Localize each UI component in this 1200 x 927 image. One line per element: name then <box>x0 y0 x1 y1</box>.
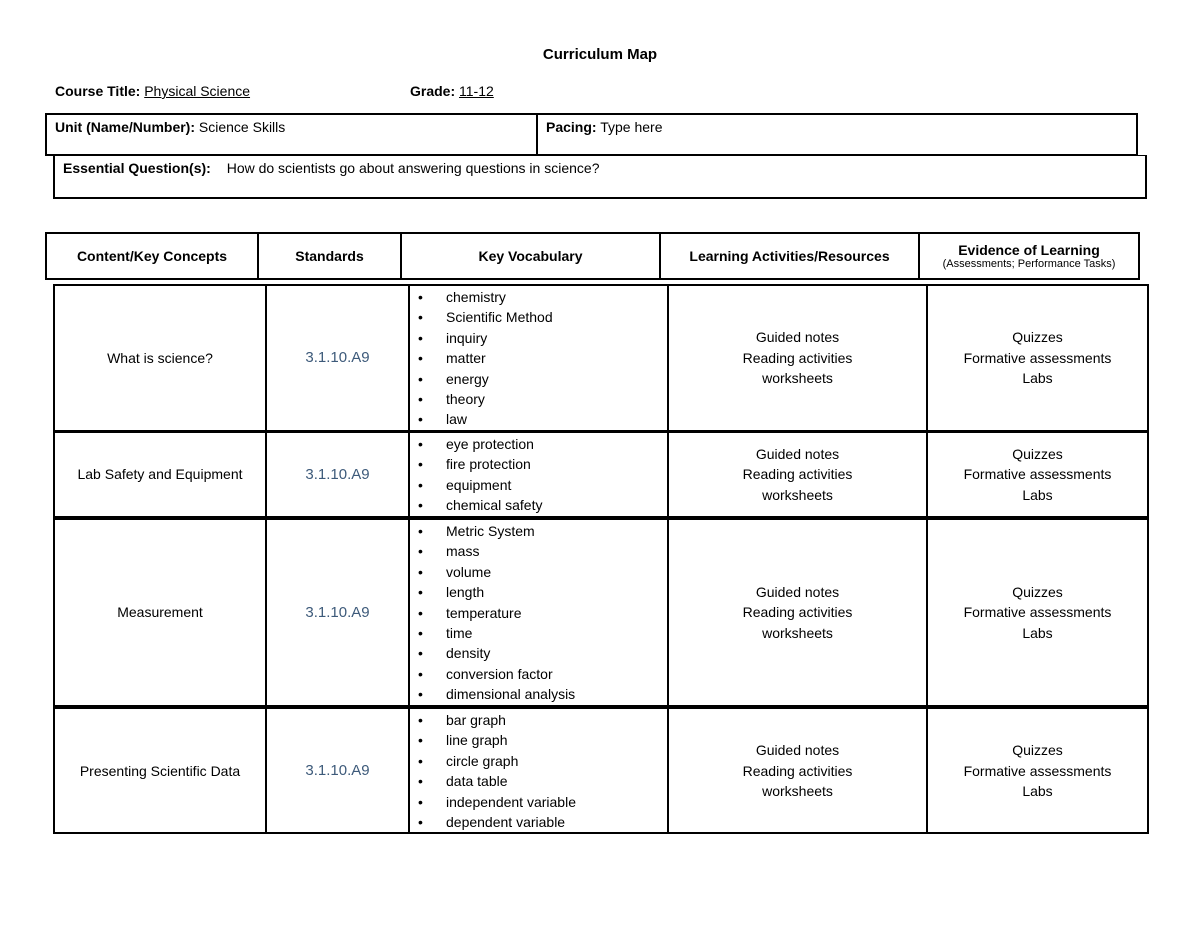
activity-item: Guided notes <box>755 445 840 462</box>
activity-item: worksheets <box>762 782 833 799</box>
unit-label: Unit (Name/Number): <box>55 119 196 135</box>
activity-item: Reading activities <box>742 466 853 483</box>
header-evidence-title: Evidence of Learning <box>958 242 1100 258</box>
pacing-label: Pacing: <box>546 119 597 135</box>
activity-item: worksheets <box>762 486 833 503</box>
vocab-item: • density <box>418 643 667 663</box>
vocab-item: • chemical safety <box>418 495 667 515</box>
vocab-item: • chemistry <box>418 287 667 307</box>
evidence-item: Quizzes <box>1012 329 1063 346</box>
vocab-item: • energy <box>418 369 667 389</box>
page-title: Curriculum Map <box>542 46 658 63</box>
evidence-item: Formative assessments <box>963 604 1112 621</box>
course-title <box>55 83 250 99</box>
vocab-item: • bar graph <box>418 710 667 730</box>
row-standard: 3.1.10.A9 <box>266 708 409 833</box>
header-vocabulary: Key Vocabulary <box>401 233 660 279</box>
grade-value[interactable]: 11-12 <box>459 83 494 99</box>
unit-value[interactable]: Science Skills <box>198 119 286 135</box>
row-activities <box>668 519 927 706</box>
grade <box>410 83 494 99</box>
vocab-item: • Metric System <box>418 521 667 541</box>
vocab-item: • length <box>418 582 667 602</box>
evidence-item: Labs <box>1022 486 1053 503</box>
pacing-value[interactable]: Type here <box>600 119 663 135</box>
vocab-item: • law <box>418 409 667 429</box>
vocab-item: • time <box>418 623 667 643</box>
vocab-item: • conversion factor <box>418 664 667 684</box>
evidence-item: Quizzes <box>1012 583 1063 600</box>
course-title-label: Course Title: <box>55 83 141 99</box>
grade-label: Grade: <box>410 83 456 99</box>
activity-item: worksheets <box>762 624 833 641</box>
row-vocabulary <box>409 708 668 833</box>
row-concept: Lab Safety and Equipment <box>54 432 266 517</box>
vocab-item: • volume <box>418 562 667 582</box>
row-evidence <box>927 708 1148 833</box>
row-concept: What is science? <box>54 285 266 431</box>
evidence-item: Quizzes <box>1012 445 1063 462</box>
activity-item: Guided notes <box>755 742 840 759</box>
essential-question-value[interactable]: How do scientists go about answering questions in science? <box>226 160 600 176</box>
header-activities: Learning Activities/Resources <box>660 233 919 279</box>
vocab-item: • line graph <box>418 730 667 750</box>
vocab-item: • theory <box>418 389 667 409</box>
vocab-item: • inquiry <box>418 328 667 348</box>
evidence-item: Labs <box>1022 624 1053 641</box>
activity-item: Guided notes <box>755 583 840 600</box>
row-evidence <box>927 285 1148 431</box>
essential-question-label: Essential Question(s): <box>63 160 211 176</box>
row-vocabulary <box>409 519 668 706</box>
activity-item: Reading activities <box>742 604 853 621</box>
vocab-item: • fire protection <box>418 454 667 474</box>
table-row <box>53 431 1149 518</box>
row-standard: 3.1.10.A9 <box>266 519 409 706</box>
vocab-item: • mass <box>418 541 667 561</box>
vocab-item: • data table <box>418 771 667 791</box>
activity-item: Reading activities <box>742 349 853 366</box>
pacing-box <box>536 113 1138 156</box>
row-evidence <box>927 432 1148 517</box>
table-row <box>53 707 1149 834</box>
activity-item: Guided notes <box>755 329 840 346</box>
vocab-item: • Scientific Method <box>418 307 667 327</box>
header-evidence <box>919 233 1139 279</box>
vocab-item: • equipment <box>418 475 667 495</box>
table-header <box>45 232 1140 280</box>
vocab-item: • dependent variable <box>418 812 667 832</box>
table-row <box>53 518 1149 707</box>
evidence-item: Labs <box>1022 782 1053 799</box>
evidence-item: Formative assessments <box>963 762 1112 779</box>
row-activities <box>668 432 927 517</box>
evidence-item: Formative assessments <box>963 466 1112 483</box>
row-standard: 3.1.10.A9 <box>266 432 409 517</box>
activity-item: worksheets <box>762 370 833 387</box>
course-title-value[interactable]: Physical Science <box>144 83 251 99</box>
vocab-item: • matter <box>418 348 667 368</box>
vocab-item: • eye protection <box>418 434 667 454</box>
row-concept: Measurement <box>54 519 266 706</box>
evidence-item: Quizzes <box>1012 742 1063 759</box>
activity-item: Reading activities <box>742 762 853 779</box>
row-standard: 3.1.10.A9 <box>266 285 409 431</box>
row-vocabulary <box>409 285 668 431</box>
row-vocabulary <box>409 432 668 517</box>
table-row <box>53 284 1149 432</box>
vocab-item: • temperature <box>418 603 667 623</box>
header-concepts: Content/Key Concepts <box>46 233 258 279</box>
row-evidence <box>927 519 1148 706</box>
evidence-item: Labs <box>1022 370 1053 387</box>
vocab-item: • dimensional analysis <box>418 684 667 704</box>
essential-question-box <box>53 155 1147 199</box>
header-evidence-subtitle: (Assessments; Performance Tasks) <box>942 258 1116 270</box>
unit-box <box>45 113 538 156</box>
row-activities <box>668 285 927 431</box>
header-standards: Standards <box>258 233 401 279</box>
evidence-item: Formative assessments <box>963 349 1112 366</box>
row-activities <box>668 708 927 833</box>
vocab-item: • circle graph <box>418 751 667 771</box>
row-concept: Presenting Scientific Data <box>54 708 266 833</box>
vocab-item: • independent variable <box>418 792 667 812</box>
